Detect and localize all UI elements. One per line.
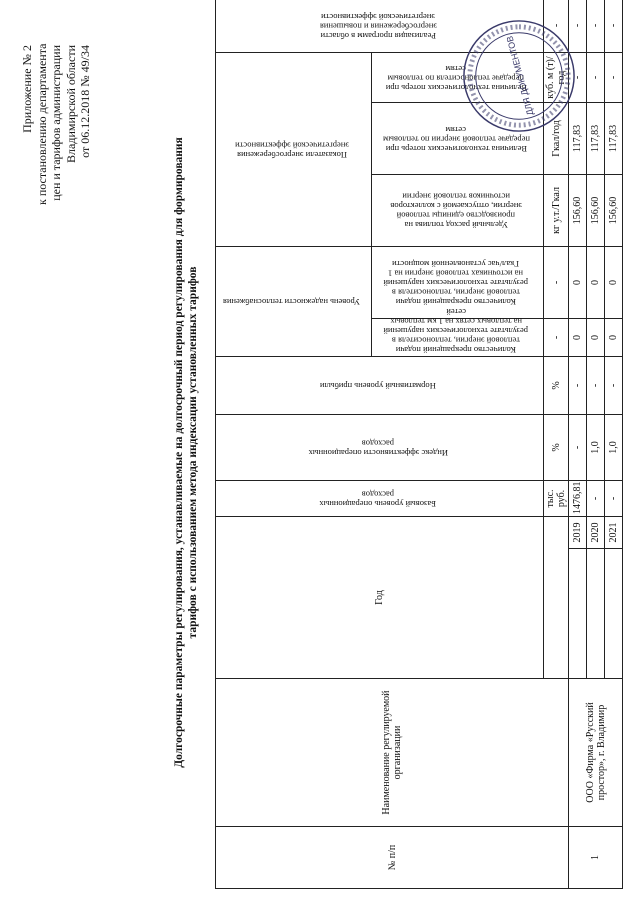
unit-programs: - bbox=[544, 0, 569, 52]
cell-base-opex: - bbox=[605, 480, 623, 516]
cell-carrier-loss: - bbox=[605, 52, 623, 102]
cell-heat-loss: 117,83 bbox=[605, 102, 623, 174]
appendix-line: Владимирской области bbox=[63, 45, 78, 163]
appendix-line: к постановлению департамента bbox=[34, 43, 49, 205]
header-text: Индекс эффективности операционных расходов bbox=[308, 438, 448, 458]
col-header-reliability bbox=[216, 246, 372, 356]
col-header-efficiency-index bbox=[216, 414, 544, 480]
cell-rel-src: 0 bbox=[587, 246, 605, 318]
year-spacer bbox=[605, 549, 623, 679]
appendix-line: Приложение № 2 bbox=[20, 45, 34, 133]
cell-programs: - bbox=[605, 0, 623, 52]
col-header-fuel-rate bbox=[372, 174, 544, 246]
unit-carrier-loss: куб. м (т)/год bbox=[544, 52, 569, 102]
cell-rel-net: 0 bbox=[569, 318, 587, 356]
cell-heat-loss: 117,83 bbox=[569, 102, 587, 174]
title-line: тарифов с использованием метода индексации установленных тарифов bbox=[187, 266, 199, 639]
col-header-energy-efficiency bbox=[216, 52, 372, 246]
cell-base-opex: - bbox=[587, 480, 605, 516]
cell-fuel: 156,60 bbox=[605, 174, 623, 246]
year-spacer bbox=[587, 549, 605, 679]
col-header-number: № п/п bbox=[216, 827, 569, 889]
cell-profit: - bbox=[605, 356, 623, 414]
header-text: Количество прекращений подачи тепловой энергии, теплоносителя в результате технологических нарушений на тепловых сетях на 1 км тепловых сетей bbox=[383, 306, 529, 355]
year-spacer bbox=[569, 549, 587, 679]
col-header-organization: Наименование регулируемой организации bbox=[216, 679, 569, 827]
header-text: Показатели энергосбережения энергетической эффективности bbox=[235, 140, 349, 160]
header-text: Удельный расход топлива на производство единицы тепловой энергии, отпускаемой с коллекторов источников тепловой энергии bbox=[390, 191, 522, 231]
col-header-base-opex bbox=[216, 480, 544, 516]
unit-heat-loss: Гкал/год bbox=[544, 102, 569, 174]
header-text: Уровень надежности теплоснабжения bbox=[223, 297, 361, 308]
col-header-rel-net bbox=[372, 306, 544, 356]
unit-profit: % bbox=[544, 356, 569, 414]
cell-profit: - bbox=[587, 356, 605, 414]
appendix-line: цен и тарифов администрации bbox=[49, 45, 63, 201]
cell-rel-net: 0 bbox=[605, 318, 623, 356]
col-header-profit-level bbox=[216, 356, 544, 414]
department-stamp bbox=[460, 17, 578, 135]
cell-programs: - bbox=[587, 0, 605, 52]
cell-rel-src: 0 bbox=[605, 246, 623, 318]
cell-year: 2021 bbox=[605, 516, 623, 548]
cell-carrier-loss: - bbox=[569, 52, 587, 102]
unit-fuel: кг у.т./Гкал bbox=[544, 174, 569, 246]
cell-year: 2019 bbox=[569, 516, 587, 548]
cell-rel-net: 0 bbox=[587, 318, 605, 356]
cell-year: 2020 bbox=[587, 516, 605, 548]
col-header-year: Год bbox=[216, 516, 544, 678]
header-text: Базовый уровень операционных расходов bbox=[319, 489, 437, 509]
cell-fuel: 156,60 bbox=[587, 174, 605, 246]
cell-heat-loss: 117,83 bbox=[587, 102, 605, 174]
organization-name: ООО «Фирма «Русский простор», г. Владимир bbox=[569, 679, 623, 827]
unit-rel-net: - bbox=[544, 318, 569, 356]
header-text: Количество прекращений подачи тепловой энергии, теплоносителя в результате технологических нарушений на источниках тепловой энергии на 1 Гкал/час установленной мощности bbox=[383, 259, 529, 308]
header-text: Величина технологических потерь при передаче тепловой энергии по тепловым сетям bbox=[382, 124, 530, 154]
cell-base-opex: 1476,81 bbox=[569, 480, 587, 516]
cell-programs: - bbox=[569, 0, 587, 52]
cell-efficiency-index: 1,0 bbox=[587, 414, 605, 480]
cell-fuel: 156,60 bbox=[569, 174, 587, 246]
cell-efficiency-index: 1,0 bbox=[605, 414, 623, 480]
header-text: Нормативный уровень прибыли bbox=[320, 381, 436, 392]
header-text: Величина технологических потерь при передаче теплоносителя по тепловым сетям bbox=[385, 63, 527, 93]
unit-base-opex: тыс. руб. bbox=[544, 480, 569, 516]
appendix-header bbox=[20, 45, 93, 205]
cell-profit: - bbox=[569, 356, 587, 414]
cell-rel-src: 0 bbox=[569, 246, 587, 318]
document-title bbox=[172, 40, 200, 865]
appendix-line: от 06.12.2018 № 49/34 bbox=[78, 45, 92, 158]
unit-rel-src: - bbox=[544, 246, 569, 318]
unit-efficiency-index: % bbox=[544, 414, 569, 480]
title-line: Долгосрочные параметры регулирования, устанавливаемые на долгосрочный период регулирования для формирования bbox=[173, 137, 185, 768]
header-text: Реализация программ в области энергосбережения и повышения энергетической эффективности bbox=[319, 11, 437, 41]
row-number: 1 bbox=[569, 827, 623, 889]
units-year-empty bbox=[544, 516, 569, 678]
stamp-label: ДЛЯ ДОКУМЕНТОВ bbox=[504, 34, 536, 117]
cell-carrier-loss: - bbox=[587, 52, 605, 102]
cell-efficiency-index: - bbox=[569, 414, 587, 480]
